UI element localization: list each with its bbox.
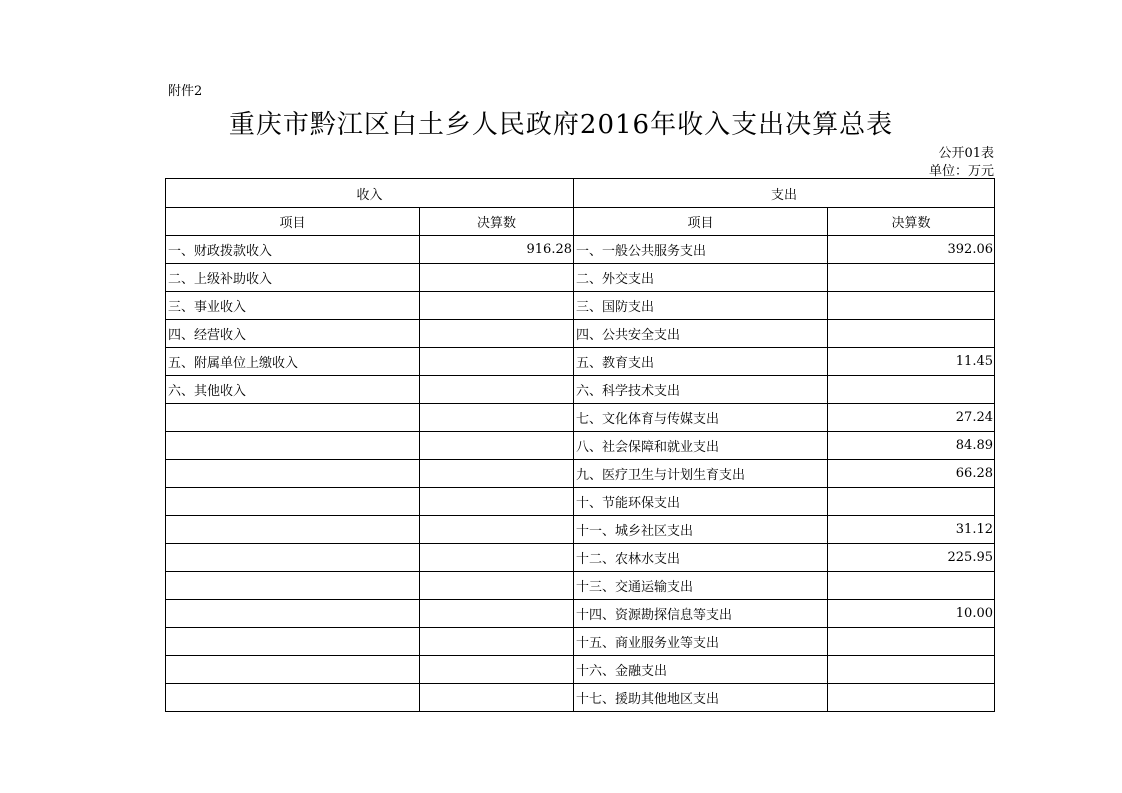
- income-item-cell: [166, 404, 420, 432]
- table-row: [166, 656, 995, 684]
- income-amount-cell: [420, 460, 574, 488]
- expense-amount-cell: 10.00: [828, 600, 995, 628]
- expense-item-cell: 七、文化体育与传媒支出: [574, 404, 828, 432]
- expense-item-cell: 四、公共安全支出: [574, 320, 828, 348]
- income-item-cell: [166, 684, 420, 712]
- income-item-cell: [166, 600, 420, 628]
- table-row: [166, 320, 995, 348]
- table-row: [166, 684, 995, 712]
- table-row: [166, 264, 995, 292]
- table-row: [166, 236, 995, 264]
- section-header-row: [166, 179, 995, 208]
- table-row: [166, 432, 995, 460]
- expense-amount-cell: 31.12: [828, 516, 995, 544]
- income-item-cell: [166, 544, 420, 572]
- expense-amount-cell: [828, 488, 995, 516]
- attachment-label: 附件2: [168, 84, 203, 99]
- table-row: [166, 488, 995, 516]
- income-amount-cell: 916.28: [420, 236, 574, 264]
- income-item-cell: [166, 656, 420, 684]
- income-amount-cell: [420, 264, 574, 292]
- expense-item-cell: 一、一般公共服务支出: [574, 236, 828, 264]
- income-item-header: 项目: [166, 208, 420, 236]
- expense-item-cell: 九、医疗卫生与计划生育支出: [574, 460, 828, 488]
- income-amount-cell: [420, 544, 574, 572]
- expense-item-cell: 十五、商业服务业等支出: [574, 628, 828, 656]
- expense-item-cell: 二、外交支出: [574, 264, 828, 292]
- expense-amount-cell: [828, 656, 995, 684]
- income-item-cell: [166, 628, 420, 656]
- income-item-cell: [166, 572, 420, 600]
- expense-amount-cell: [828, 320, 995, 348]
- expense-amount-cell: [828, 628, 995, 656]
- unit-label: 单位：万元: [928, 164, 994, 179]
- table-row: [166, 348, 995, 376]
- table-row: [166, 600, 995, 628]
- expense-item-cell: 十六、金融支出: [574, 656, 828, 684]
- table-row: [166, 376, 995, 404]
- income-item-cell: 三、事业收入: [166, 292, 420, 320]
- income-amount-cell: [420, 572, 574, 600]
- income-amount-cell: [420, 684, 574, 712]
- expense-item-cell: 十、节能环保支出: [574, 488, 828, 516]
- income-amount-cell: [420, 516, 574, 544]
- income-amount-cell: [420, 292, 574, 320]
- expense-item-cell: 六、科学技术支出: [574, 376, 828, 404]
- expense-header: 支出: [574, 179, 995, 208]
- income-item-cell: 二、上级补助收入: [166, 264, 420, 292]
- expense-amount-header: 决算数: [828, 208, 995, 236]
- income-item-cell: [166, 516, 420, 544]
- table-row: [166, 292, 995, 320]
- income-item-cell: [166, 432, 420, 460]
- expense-amount-cell: [828, 292, 995, 320]
- income-item-cell: 四、经营收入: [166, 320, 420, 348]
- table-row: [166, 516, 995, 544]
- income-amount-header: 决算数: [420, 208, 574, 236]
- budget-table: [165, 178, 995, 712]
- expense-item-cell: 五、教育支出: [574, 348, 828, 376]
- expense-amount-cell: 392.06: [828, 236, 995, 264]
- expense-item-header: 项目: [574, 208, 828, 236]
- expense-item-cell: 十二、农林水支出: [574, 544, 828, 572]
- expense-amount-cell: 84.89: [828, 432, 995, 460]
- expense-amount-cell: [828, 572, 995, 600]
- expense-item-cell: 八、社会保障和就业支出: [574, 432, 828, 460]
- expense-item-cell: 十七、援助其他地区支出: [574, 684, 828, 712]
- income-item-cell: [166, 460, 420, 488]
- income-item-cell: [166, 488, 420, 516]
- table-row: [166, 460, 995, 488]
- income-amount-cell: [420, 376, 574, 404]
- income-item-cell: 一、财政拨款收入: [166, 236, 420, 264]
- income-amount-cell: [420, 432, 574, 460]
- expense-amount-cell: 27.24: [828, 404, 995, 432]
- expense-amount-cell: [828, 684, 995, 712]
- expense-item-cell: 十四、资源勘探信息等支出: [574, 600, 828, 628]
- page-title: 重庆市黔江区白土乡人民政府2016年收入支出决算总表: [228, 110, 894, 140]
- expense-item-cell: 十三、交通运输支出: [574, 572, 828, 600]
- income-amount-cell: [420, 348, 574, 376]
- income-amount-cell: [420, 320, 574, 348]
- expense-item-cell: 十一、城乡社区支出: [574, 516, 828, 544]
- expense-amount-cell: 66.28: [828, 460, 995, 488]
- income-header: 收入: [166, 179, 574, 208]
- table-row: [166, 544, 995, 572]
- income-amount-cell: [420, 628, 574, 656]
- column-header-row: [166, 208, 995, 236]
- income-amount-cell: [420, 656, 574, 684]
- form-code: 公开01表: [938, 146, 994, 161]
- expense-item-cell: 三、国防支出: [574, 292, 828, 320]
- table-row: [166, 628, 995, 656]
- table-row: [166, 404, 995, 432]
- income-amount-cell: [420, 404, 574, 432]
- income-item-cell: 五、附属单位上缴收入: [166, 348, 420, 376]
- income-item-cell: 六、其他收入: [166, 376, 420, 404]
- income-amount-cell: [420, 600, 574, 628]
- expense-amount-cell: 11.45: [828, 348, 995, 376]
- expense-amount-cell: 225.95: [828, 544, 995, 572]
- expense-amount-cell: [828, 264, 995, 292]
- income-amount-cell: [420, 488, 574, 516]
- table-row: [166, 572, 995, 600]
- expense-amount-cell: [828, 376, 995, 404]
